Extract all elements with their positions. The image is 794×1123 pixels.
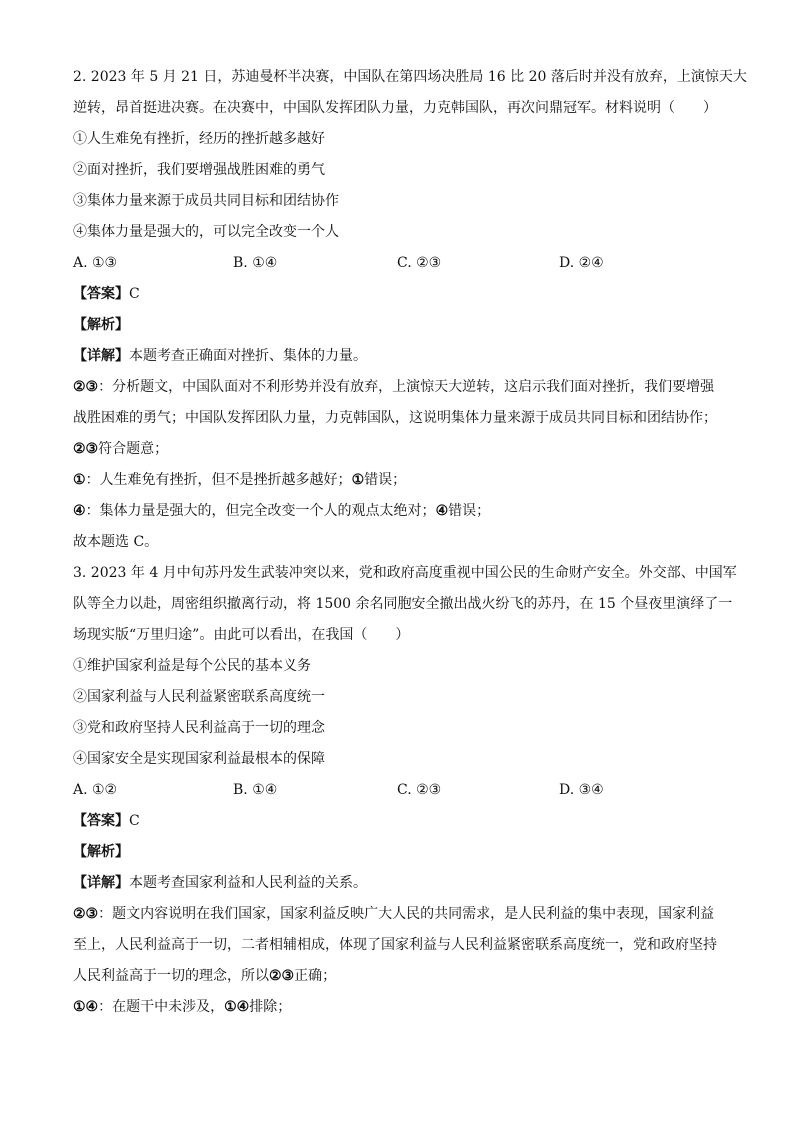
q3-explain-1b: 至上，人民利益高于一切，二者相辅相成，体现了国家利益与人民利益紧密联系高度统一，党和政府坚持 — [73, 937, 717, 953]
q3-explain-2-text: ：在题干中未涉及， — [98, 999, 225, 1015]
q2-answer-value: C — [129, 286, 140, 302]
q3-option-d: D. ③④ — [559, 782, 604, 798]
q3-detail — [73, 868, 728, 899]
q2-explain-1 — [73, 372, 728, 403]
q3-option-a: A. ①② — [73, 782, 118, 798]
q3-item-2: ②国家利益与人民利益紧密联系高度统一 — [73, 689, 325, 705]
q3-explain-1c — [73, 961, 728, 992]
q3-option-c: C. ②③ — [397, 782, 442, 798]
q2-option-b: B. ①④ — [233, 255, 278, 271]
q2-explain-3-label: ④ — [73, 503, 86, 519]
q3-explain-1c-text2: 正确； — [294, 968, 337, 984]
q3-answer-value: C — [129, 813, 140, 829]
q2-item-3: ③集体力量来源于成员共同目标和团结协作 — [73, 193, 339, 209]
q2-answer — [73, 279, 728, 310]
q3-explain-2-text2: 排除； — [249, 999, 292, 1015]
q2-explain-1c — [73, 434, 728, 465]
q2-option-a: A. ①③ — [73, 255, 118, 271]
q3-explain-2-label2: ①④ — [224, 999, 250, 1015]
q2-detail — [73, 341, 728, 372]
q3-stem-line1: 3. 2023 年 4 月中旬苏丹发生武装冲突以来，党和政府高度重视中国公民的生命财产安全。外交部、中国军 — [73, 565, 737, 581]
q2-explain-1b: 战胜困难的勇气；中国队发挥团队力量，力克韩国队，这说明集体力量来源于成员共同目标和团结协作； — [73, 410, 717, 426]
q2-item-1: ①人生难免有挫折，经历的挫折越多越好 — [73, 131, 325, 147]
q2-detail-text: 本题考查正确面对挫折、集体的力量。 — [129, 348, 367, 364]
q2-explain-2-text: ：人生难免有挫折，但不是挫折越多越好； — [85, 472, 352, 488]
q3-explain-1-text: ：题文内容说明在我们国家，国家利益反映广大人民的共同需求，是人民利益的集中表现，国家利益 — [98, 906, 715, 922]
q3-explain-1 — [73, 899, 728, 930]
q3-item-3: ③党和政府坚持人民利益高于一切的理念 — [73, 720, 325, 736]
q2-explain-1-text: ：分析题文，中国队面对不利形势并没有放弃，上演惊天大逆转，这启示我们面对挫折，我们要增强 — [98, 379, 715, 395]
q3-explain-1c-label: ②③ — [269, 968, 295, 984]
q2-explain-2-label2: ① — [351, 472, 365, 488]
q2-explain-2-text2: 错误； — [364, 472, 407, 488]
q3-detail-tag: 【详解】 — [73, 875, 129, 891]
q3-item-4: ④国家安全是实现国家利益最根本的保障 — [73, 751, 325, 767]
q2-analysis-tag: 【解析】 — [73, 317, 129, 333]
q3-explain-2-label: ①④ — [73, 999, 99, 1015]
q2-answer-tag: 【答案】 — [73, 286, 129, 302]
q3-analysis-tag: 【解析】 — [73, 844, 129, 860]
q2-option-d: D. ②④ — [559, 255, 604, 271]
q2-stem-line2: 逆转，昂首挺进决赛。在决赛中，中国队发挥团队力量，力克韩国队，再次问鼎冠军。材料说明（ ） — [73, 100, 717, 116]
q3-explain-1-label: ②③ — [73, 906, 99, 922]
q2-option-c: C. ②③ — [397, 255, 442, 271]
q2-item-2: ②面对挫折，我们要增强战胜困难的勇气 — [73, 162, 325, 178]
document-page — [73, 62, 747, 1023]
q2-explain-1c-text: 符合题意； — [98, 441, 169, 457]
q3-detail-text: 本题考查国家利益和人民利益的关系。 — [129, 875, 367, 891]
q2-item-4: ④集体力量是强大的，可以完全改变一个人 — [73, 224, 339, 240]
q3-answer — [73, 806, 728, 837]
q2-explain-3-label2: ④ — [435, 503, 449, 519]
q2-explain-1-label: ②③ — [73, 379, 99, 395]
q2-conclusion: 故本题选 C。 — [73, 534, 159, 550]
q2-detail-tag: 【详解】 — [73, 348, 129, 364]
q3-item-1: ①维护国家利益是每个公民的基本义务 — [73, 658, 311, 674]
q3-explain-2 — [73, 992, 728, 1023]
q3-options — [73, 775, 728, 806]
q3-stem-line3: 场现实版“万里归途”。由此可以看出，在我国（ ） — [73, 627, 410, 643]
q2-options — [73, 248, 728, 279]
q2-explain-2-label: ① — [73, 472, 86, 488]
q3-option-b: B. ①④ — [233, 782, 278, 798]
q2-stem-line1: 2. 2023 年 5 月 21 日，苏迪曼杯半决赛，中国队在第四场决胜局 16 比 20 落后时并没有放弃，上演惊天大 — [73, 69, 747, 85]
q2-explain-3 — [73, 496, 728, 527]
q2-explain-3-text2: 错误； — [448, 503, 491, 519]
q3-answer-tag: 【答案】 — [73, 813, 129, 829]
q3-explain-1c-text: 人民利益高于一切的理念，所以 — [73, 968, 269, 984]
q2-explain-2 — [73, 465, 728, 496]
q3-stem-line2: 队等全力以赴，周密组织撤离行动，将 1500 余名同胞安全撤出战火纷飞的苏丹，在 15 个昼夜里演绎了一 — [73, 596, 733, 612]
q2-explain-3-text: ：集体力量是强大的，但完全改变一个人的观点太绝对； — [85, 503, 436, 519]
q2-explain-1c-label: ②③ — [73, 441, 99, 457]
